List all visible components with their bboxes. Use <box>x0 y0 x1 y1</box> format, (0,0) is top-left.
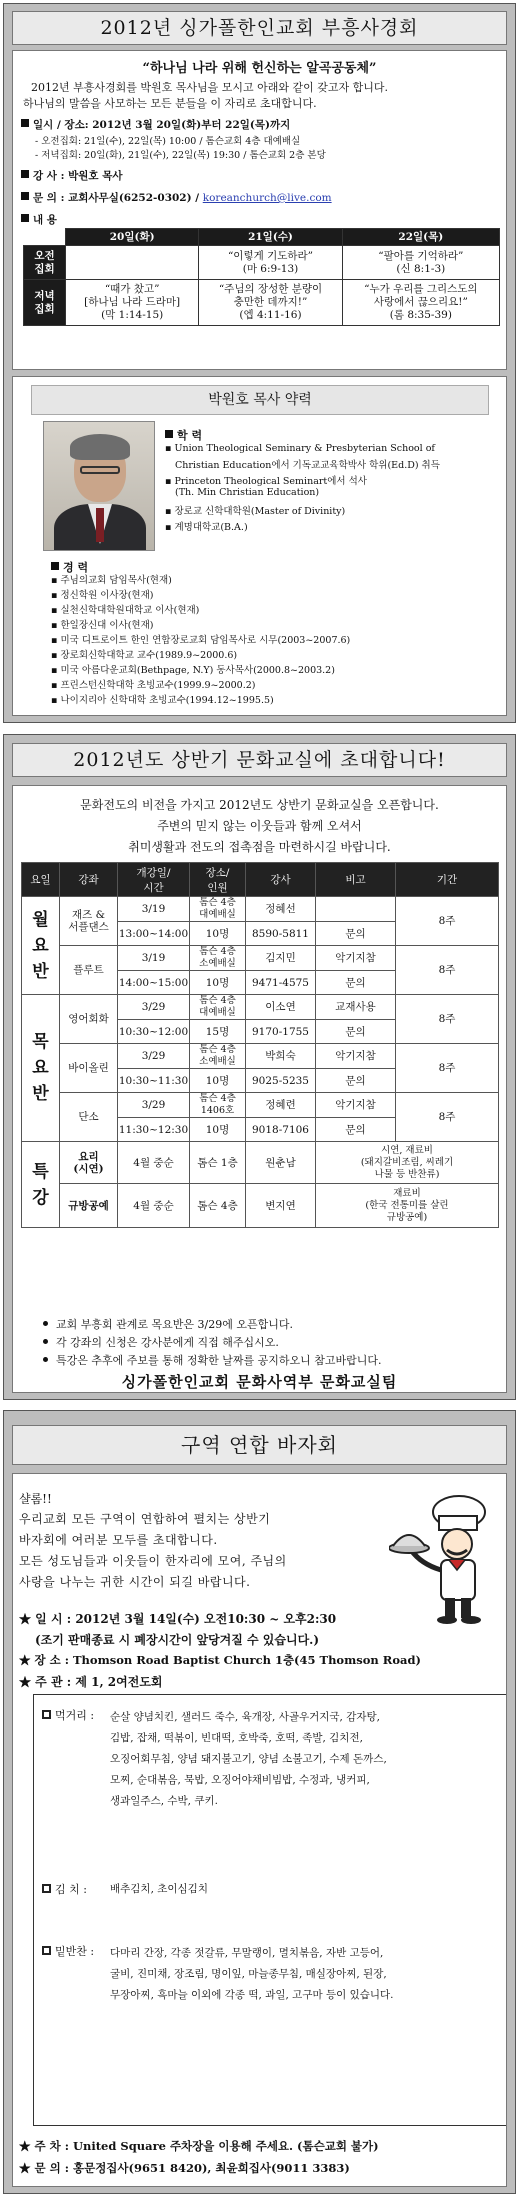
square-bullet-icon <box>21 119 29 127</box>
class-note: 문의 <box>316 1020 396 1044</box>
bazaar-parking: ★ 주 차 : United Square 주차장을 이용해 주세요. (톰슨교회 불가) <box>19 2139 379 2153</box>
food-item: 순살 양념치킨, 샐러드 죽수, 육개장, 사골우거지국, 감자탕, <box>110 1711 381 1723</box>
class-date: 4월 중순 <box>118 1142 190 1184</box>
culture-footer: 싱가폴한인교회 문화사역부 문화교실팀 <box>121 1373 398 1391</box>
food-item: 생과일주스, 수박, 쿠키. <box>110 1795 218 1807</box>
square-bullet-icon <box>42 1884 51 1893</box>
class-place: 톰슨 4층 대예배실 <box>190 995 246 1020</box>
education-item: (Th. Min Christian Education) <box>175 487 320 498</box>
side-item: 다마리 간장, 각종 젓갈류, 무말랭이, 멸치볶음, 자반 고등어, <box>110 1947 384 1959</box>
class-note: 시연, 재료비 (돼지갈비조림, 씨레기 나물 등 반찬류) <box>316 1142 499 1184</box>
class-time: 10:30~11:30 <box>118 1069 190 1093</box>
culture-intro: 주변의 믿지 않는 이웃들과 함께 오셔서 <box>157 819 362 833</box>
bazaar-intro: 우리교회 모든 구역이 연합하여 펼치는 상반기 <box>19 1512 271 1526</box>
revival-slogan: “하나님 나라 위해 헌신하는 알곡공동체” <box>142 61 377 76</box>
speaker-photo <box>43 421 155 551</box>
schedule-evening-label: 저녁 집회 <box>24 280 66 326</box>
schedule-cell: “주님의 장성한 분량이 충만한 데까지!” (엡 4:11-16) <box>199 280 342 326</box>
revival-datetime: 일시 / 장소: 2012년 3월 20일(화)부터 22일(목)까지 <box>33 119 291 131</box>
schedule-day-header: 21일(수) <box>199 229 342 246</box>
class-date: 3/29 <box>118 1093 190 1118</box>
schedule-cell: “때가 찼고” [하나님 나라 드라마] (막 1:14-15) <box>66 280 199 326</box>
class-note: 문의 <box>316 1118 396 1142</box>
revival-schedule-table <box>23 228 500 326</box>
schedule-cell: “이렇게 기도하라” (마 6:9-13) <box>199 246 342 280</box>
square-bullet-icon <box>42 1710 51 1719</box>
class-header: 요일 <box>22 863 60 897</box>
class-place: 톰슨 4층 대예배실 <box>190 897 246 922</box>
education-label: 학 력 <box>177 429 203 442</box>
bullet-icon <box>43 1357 48 1362</box>
kimchi-items: 배추김치, 초이심김치 <box>110 1883 208 1895</box>
revival-morning: - 오전집회: 21일(수), 22일(목) 10:00 / 톰슨교회 4층 대예배실 <box>35 136 301 147</box>
food-item: 모찌, 순대볶음, 묵밥, 오징어야채비빔밥, 수정과, 냉커피, <box>110 1774 370 1786</box>
bazaar-inquiry: ★ 문 의 : 홍문정집사(9651 8420), 최윤희집사(9011 3383) <box>19 2161 350 2175</box>
class-note <box>316 897 396 922</box>
class-note: 교재사용 <box>316 995 396 1020</box>
bazaar-host: ★ 주 관 : 제 1, 2여전도회 <box>19 1675 163 1689</box>
class-time: 10:30~12:00 <box>118 1020 190 1044</box>
culture-class-table <box>21 862 499 1228</box>
side-item: 굴비, 진미채, 장조림, 명이잎, 마늘종무침, 매실장아찌, 된장, <box>110 1968 387 1980</box>
class-header: 개강일/ 시간 <box>118 863 190 897</box>
class-teacher: 이소연 <box>246 995 316 1020</box>
bazaar-body <box>12 1473 507 2187</box>
culture-intro: 문화전도의 비전을 가지고 2012년도 상반기 문화교실을 오픈합니다. <box>80 798 439 812</box>
class-name: 재즈 & 서플댄스 <box>60 897 118 946</box>
culture-note: 각 강좌의 신청은 강사분에게 직접 해주십시오. <box>56 1336 279 1349</box>
revival-contact: 문 의 : 교회사무실(6252-0302) / <box>33 192 203 204</box>
schedule-day-header: 20일(화) <box>66 229 199 246</box>
schedule-cell: “팔아를 기억하라” (신 8:1-3) <box>342 246 499 280</box>
bio-title: 박원호 목사 약력 <box>31 385 489 415</box>
class-period: 8주 <box>396 1044 499 1093</box>
career-item: 정신학원 이사장(현재) <box>60 590 154 601</box>
education-item: Christian Education에서 기독교교육학박사 학위(Ed.D) 취득 <box>175 460 440 471</box>
class-note: 재료비 (한국 전통미를 살린 규방공예) <box>316 1184 499 1228</box>
bullet-icon <box>43 1339 48 1344</box>
class-place: 톰슨 1층 <box>190 1142 246 1184</box>
bazaar-intro: 바자회에 여러분 모두를 초대합니다. <box>19 1533 218 1547</box>
square-bullet-icon <box>21 170 29 178</box>
bazaar-where: ★ 장 소 : Thomson Road Baptist Church 1층(45 Thomson Road) <box>19 1653 421 1667</box>
bazaar-menu-box <box>33 1694 507 2126</box>
culture-note: 교회 부흥회 관계로 목요반은 3/29에 오픈합니다. <box>56 1318 293 1331</box>
class-note: 문의 <box>316 1069 396 1093</box>
square-bullet-icon <box>165 430 173 438</box>
square-bullet-icon <box>51 562 59 570</box>
class-note: 악기지참 <box>316 1093 396 1118</box>
side-label: 밑반찬 : <box>55 1945 95 1958</box>
class-phone: 9170-1755 <box>246 1020 316 1044</box>
career-item: 실천신학대학원대학교 이사(현재) <box>60 605 200 616</box>
day-special: 특 강 <box>22 1142 60 1228</box>
class-teacher: 원춘남 <box>246 1142 316 1184</box>
schedule-day-header: 22일(목) <box>342 229 499 246</box>
revival-speaker: 강 사 : 박원호 목사 <box>33 170 123 182</box>
class-capacity: 10명 <box>190 1118 246 1142</box>
career-item: 미국 디트로이트 한인 연합장로교회 담임목사로 시무(2003~2007.6) <box>60 635 351 646</box>
class-date: 3/19 <box>118 946 190 971</box>
class-note: 악기지참 <box>316 1044 396 1069</box>
kimchi-label: 김 치 : <box>55 1883 87 1896</box>
class-place: 톰슨 4층 소예배실 <box>190 1044 246 1069</box>
class-name: 규방공예 <box>60 1184 118 1228</box>
class-name: 플루트 <box>60 946 118 995</box>
culture-body <box>12 785 507 1393</box>
class-teacher: 변지연 <box>246 1184 316 1228</box>
class-teacher: 박희숙 <box>246 1044 316 1069</box>
culture-panel <box>3 734 516 1400</box>
food-label: 먹거리 : <box>55 1709 95 1722</box>
side-list <box>110 1943 393 2006</box>
education-item: Princeton Theological Seminart에서 석사 <box>174 476 367 487</box>
career-item: 나이지리아 신학대학 초빙교수(1994.12~1995.5) <box>60 695 274 706</box>
bazaar-title: 구역 연합 바자회 <box>12 1425 507 1465</box>
class-capacity: 10명 <box>190 971 246 995</box>
revival-panel <box>3 3 516 723</box>
class-period: 8주 <box>396 995 499 1044</box>
class-name: 영어회화 <box>60 995 118 1044</box>
class-period: 8주 <box>396 1093 499 1142</box>
revival-content-label: 내 용 <box>33 214 57 226</box>
career-label: 경 력 <box>63 561 89 574</box>
career-list: ▪ 주님의교회 담임목사(현재) ▪ 정신학원 이사장(현재) ▪ 실천신학대학원대학교 이사(현재) ▪ 한일장신대 이사(현재) ▪ 미국 디트로이트 한인 연합장로교회 담임목사로 시무(2003~2007.6) ▪ 장로회신학대학교 교수(1989.9~2000.6) ▪ 미국 아름다운교회(Bethpage, N.Y) 동사목사(2000.8~2003.2) ▪ 프린스턴신학대학 초빙교수(1999.9~2000.2) ▪ 나이지리아 신학대학 초빙교수(1994.12~1995.5) <box>51 575 351 706</box>
class-time: 11:30~12:30 <box>118 1118 190 1142</box>
class-date: 3/29 <box>118 1044 190 1069</box>
class-teacher: 정혜선 <box>246 897 316 922</box>
class-header: 기간 <box>396 863 499 897</box>
day-thursday: 목 요 반 <box>22 995 60 1142</box>
bazaar-intro: 모든 성도님들과 이웃들이 한자리에 모여, 주님의 <box>19 1554 287 1568</box>
education-item: 장로교 신학대학원(Master of Divinity) <box>174 506 346 517</box>
class-name: 바이올린 <box>60 1044 118 1093</box>
day-monday: 월 요 반 <box>22 897 60 995</box>
class-teacher: 정혜련 <box>246 1093 316 1118</box>
class-period: 8주 <box>396 897 499 946</box>
culture-note: 특강은 추후에 주보를 통해 정확한 날짜를 공지하오니 참고바랍니다. <box>56 1354 382 1367</box>
chef-illustration <box>389 1494 507 1624</box>
class-capacity: 10명 <box>190 922 246 946</box>
class-name: 단소 <box>60 1093 118 1142</box>
bazaar-when: ★ 일 시 : 2012년 3월 14일(수) 오전10:30 ~ 오후2:30 <box>19 1612 337 1626</box>
class-header: 강좌 <box>60 863 118 897</box>
bazaar-greeting: 샬롬!! <box>19 1492 52 1506</box>
schedule-cell <box>66 246 199 280</box>
class-phone: 9018-7106 <box>246 1118 316 1142</box>
class-date: 4월 중순 <box>118 1184 190 1228</box>
class-phone: 8590-5811 <box>246 922 316 946</box>
bazaar-when-note: (조기 판매종료 시 폐장시간이 앞당겨질 수 있습니다.) <box>35 1633 320 1647</box>
career-item: 한일장신대 이사(현재) <box>60 620 154 631</box>
class-note: 문의 <box>316 971 396 995</box>
class-note: 악기지참 <box>316 946 396 971</box>
square-bullet-icon <box>21 214 29 222</box>
class-phone: 9471-4575 <box>246 971 316 995</box>
schedule-cell: “누가 우리를 그리스도의 사랑에서 끊으리요!” (롬 8:35-39) <box>342 280 499 326</box>
revival-evening: - 저녁집회: 20일(화), 21일(수), 22일(목) 19:30 / 톰슨교회 2층 본당 <box>35 150 326 161</box>
class-phone: 9025-5235 <box>246 1069 316 1093</box>
class-name: 요리 (시연) <box>60 1142 118 1184</box>
side-item: 무장아찌, 흑마늘 이외에 각종 떡, 과일, 고구마 등이 있습니다. <box>110 1989 394 2001</box>
bullet-icon <box>43 1321 48 1326</box>
revival-email-link[interactable]: koreanchurch@live.com <box>202 192 332 204</box>
schedule-morning-label: 오전 집회 <box>24 246 66 280</box>
class-date: 3/29 <box>118 995 190 1020</box>
bio-box: 박원호 목사 약력 학 력 ▪ Union Theological Seminary & Presbyterian School of Christian Education에서 기독교교육학박사 학위(Ed.D) 취득 ▪ Princeton Theological Seminart에서 석사 (Th. Min Christian Education) ▪ 장로교 신학대학원(Master of Divinity) ▪ 계명대학교(B.A.) 경 력 ▪ 주님의교회 담임목사(현재) ▪ 정신학원 이사장(현재) ▪ 실천신학대학원대학교 이사(현재) ▪ 한일장신대 이사(현재) ▪ 미국 디트로이트 한인 연합장로교회 담임목사로 시무(2003~2007.6) ▪ 장로회신학대학교 교수(1989.9~2000.6) ▪ 미국 아름다운교회(Bethpage, N.Y) 동사목사(2000.8~2003.2) ▪ 프린스턴신학대학 초빙교수(1999.9~2000.2) ▪ 나이지리아 신학대학 초빙교수(1994.12~1995.5) <box>12 376 507 716</box>
revival-intro-1: 2012년 부흥사경회를 박원호 목사님을 모시고 아래와 같이 갖고자 합니다. <box>31 81 388 94</box>
education-item: 계명대학교(B.A.) <box>174 522 248 533</box>
culture-intro: 취미생활과 전도의 접촉점을 마련하시길 바랍니다. <box>128 840 391 854</box>
class-place: 톰슨 4층 1406호 <box>190 1093 246 1118</box>
education-item: Union Theological Seminary & Presbyterian School of <box>174 443 435 454</box>
class-capacity: 10명 <box>190 1069 246 1093</box>
class-teacher: 김지민 <box>246 946 316 971</box>
culture-title: 2012년도 상반기 문화교실에 초대합니다! <box>12 743 507 777</box>
class-capacity: 15명 <box>190 1020 246 1044</box>
career-item: 프린스턴신학대학 초빙교수(1999.9~2000.2) <box>60 680 256 691</box>
class-header: 강사 <box>246 863 316 897</box>
food-item: 오징어회무침, 양념 돼지불고기, 양념 소불고기, 수제 돈까스, <box>110 1753 387 1765</box>
career-item: 미국 아름다운교회(Bethpage, N.Y) 동사목사(2000.8~2003.2) <box>60 665 335 676</box>
class-note: 문의 <box>316 922 396 946</box>
food-item: 김밥, 잡채, 떡볶이, 빈대떡, 호박죽, 호떡, 족발, 김치전, <box>110 1732 363 1744</box>
class-header: 장소/ 인원 <box>190 863 246 897</box>
bazaar-panel <box>3 1410 516 2194</box>
class-header: 비고 <box>316 863 396 897</box>
revival-title: 2012년 싱가폴한인교회 부흥사경회 <box>12 11 507 45</box>
square-bullet-icon <box>42 1946 51 1955</box>
square-bullet-icon <box>21 192 29 200</box>
class-place: 톰슨 4층 소예배실 <box>190 946 246 971</box>
food-list <box>110 1707 387 1812</box>
career-item: 주님의교회 담임목사(현재) <box>60 575 172 586</box>
career-item: 장로회신학대학교 교수(1989.9~2000.6) <box>60 650 238 661</box>
revival-intro-2: 하나님의 말씀을 사모하는 모든 분들을 이 자리로 초대합니다. <box>23 97 317 110</box>
revival-body <box>12 50 507 370</box>
bazaar-intro: 사랑을 나누는 귀한 시간이 되길 바랍니다. <box>19 1575 251 1589</box>
class-date: 3/19 <box>118 897 190 922</box>
class-period: 8주 <box>396 946 499 995</box>
class-time: 13:00~14:00 <box>118 922 190 946</box>
class-place: 톰슨 4층 <box>190 1184 246 1228</box>
class-time: 14:00~15:00 <box>118 971 190 995</box>
